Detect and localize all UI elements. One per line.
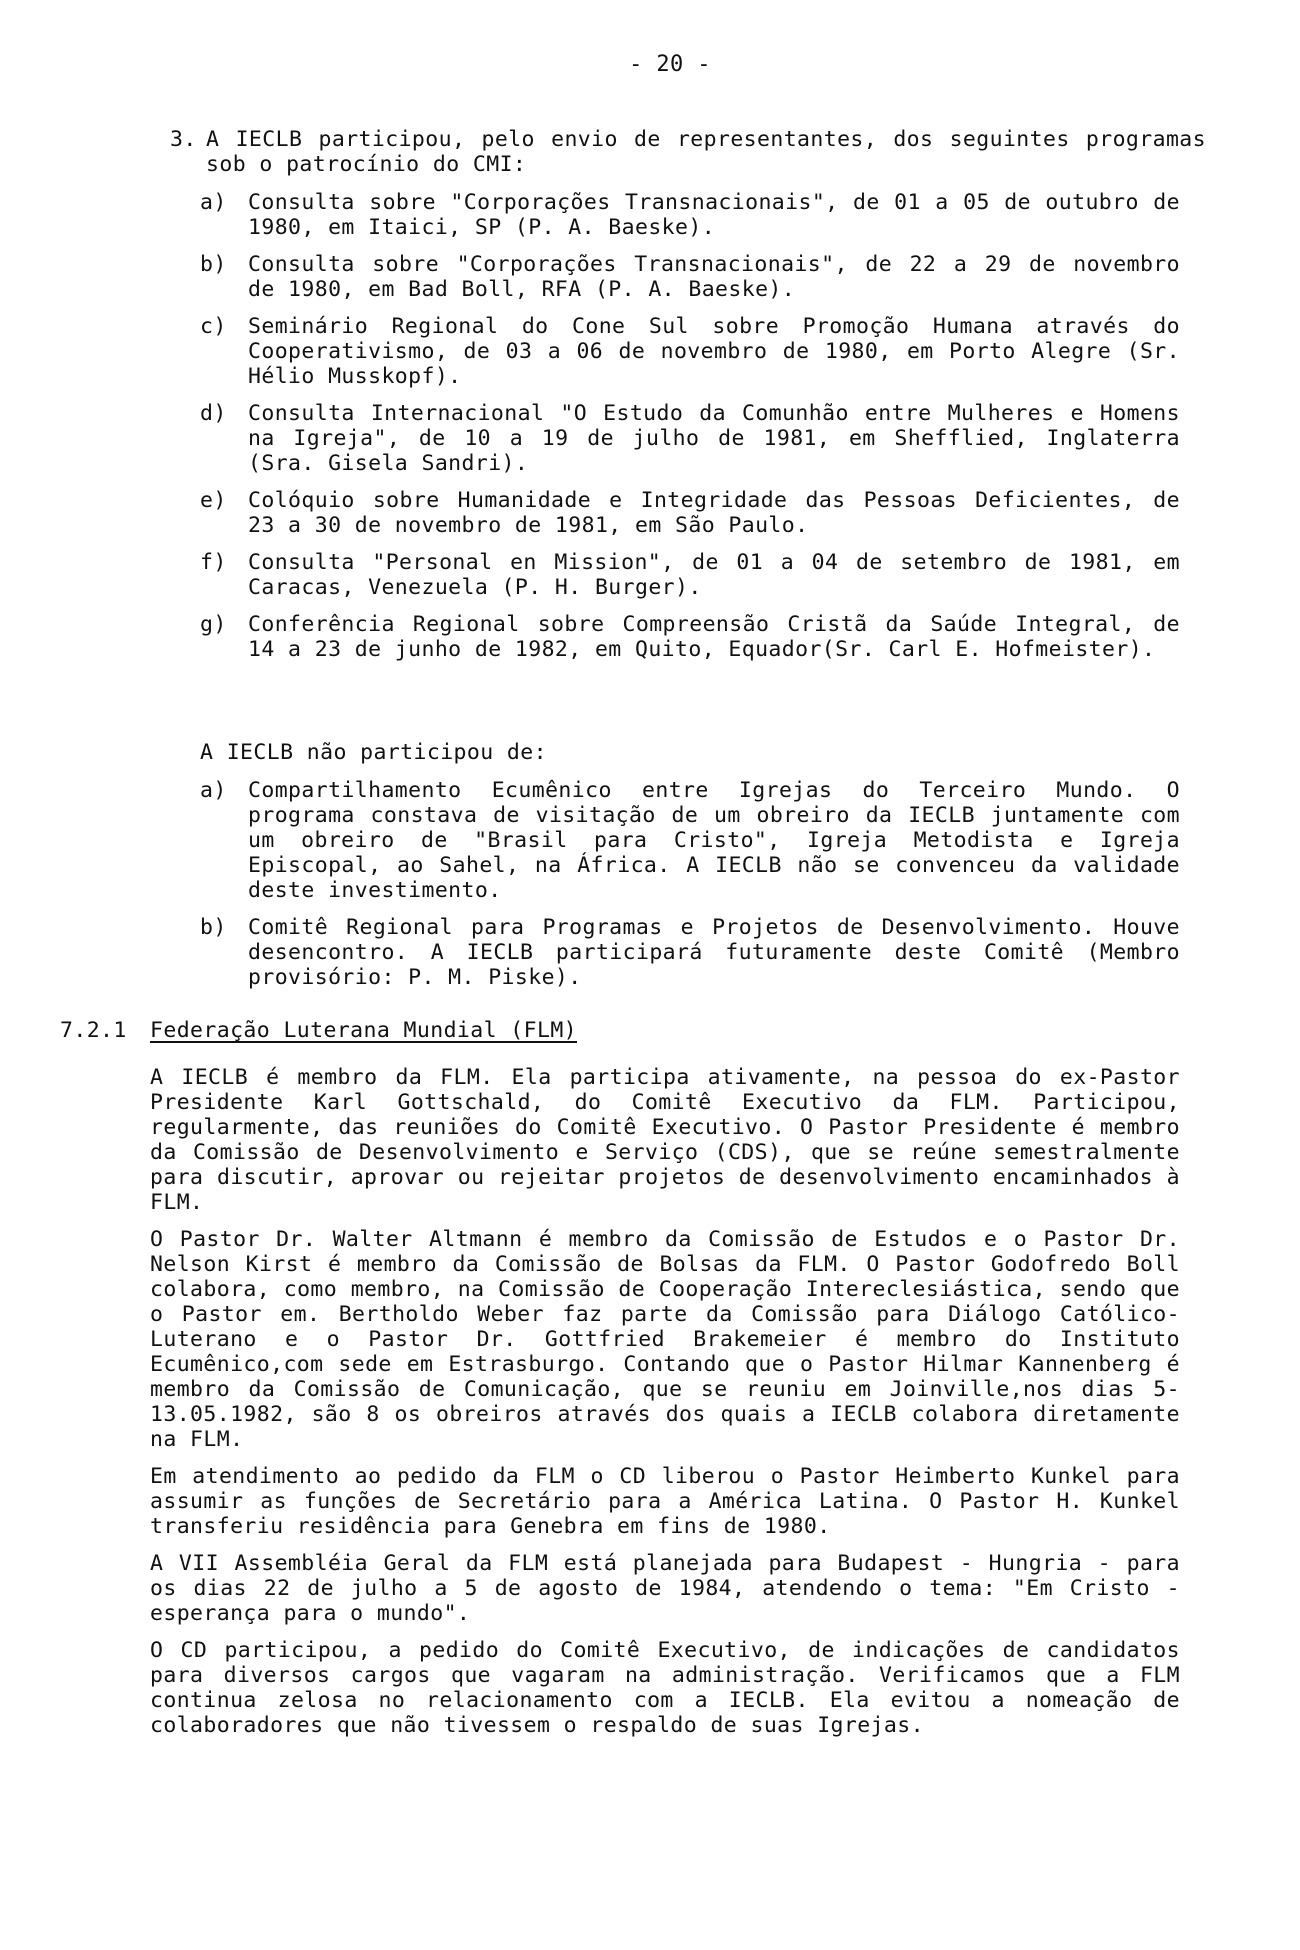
list-item-label: g)	[200, 612, 227, 637]
paragraph: A IECLB é membro da FLM. Ela participa ativamente, na pessoa do ex-Pastor Presidente Karl Gottschald, do Comitê Executivo da FLM. Participou, regularmente, das reuniões do Comitê Executivo. O Pastor Presidente é membro da Comissão de Desenvolvimento e Serviço (CDS), que se reúne semestralmente para discutir, aprovar ou rejeitar projetos de desenvolvimento encaminhados à FLM.	[150, 1065, 1180, 1215]
paragraph: A VII Assembléia Geral da FLM está planejada para Budapest - Hungria - para os dias 22 de julho a 5 de agosto de 1984, atendendo o tema: "Em Cristo - esperança para o mundo".	[150, 1551, 1180, 1626]
list-item-label: a)	[200, 778, 227, 803]
item-intro-text: A IECLB participou, pelo envio de representantes, dos seguintes programas sob o patrocínio do CMI:	[206, 127, 1206, 177]
list-item-label: d)	[200, 401, 227, 426]
list-item-label: a)	[200, 190, 227, 215]
list-item	[200, 915, 1180, 990]
list-item-label: e)	[200, 488, 227, 513]
section-body	[150, 1065, 1180, 1750]
list-item-text: Compartilhamento Ecumênico entre Igrejas do Terceiro Mundo. O programa constava de visitação de um obreiro da IECLB juntamente com um obreiro de "Brasil para Cristo", Igreja Metodista e Igreja Episcopal, ao Sahel, na África. A IECLB não se convenceu da validade deste investimento.	[248, 778, 1180, 903]
list-item-text: Seminário Regional do Cone Sul sobre Promoção Humana através do Cooperativismo, de 03 a 06 de novembro de 1980, em Porto Alegre (Sr. Hélio Musskopf).	[248, 314, 1180, 389]
list-item-label: c)	[200, 314, 227, 339]
item-number: 3.	[170, 127, 197, 152]
participated-list	[200, 190, 1180, 674]
paragraph: O CD participou, a pedido do Comitê Executivo, de indicações de candidatos para diversos cargos que vagaram na administração. Verificamos que a FLM continua zelosa no relacionamento com a IECLB. Ela evitou a nomeação de colaboradores que não tivessem o respaldo de suas Igrejas.	[150, 1638, 1180, 1738]
section-number: 7.2.1	[60, 1018, 127, 1043]
paragraph: O Pastor Dr. Walter Altmann é membro da Comissão de Estudos e o Pastor Dr. Nelson Kirst é membro da Comissão de Bolsas da FLM. O Pastor Godofredo Boll colabora, como membro, na Comissão de Cooperação Intereclesiástica, sendo que o Pastor em. Bertholdo Weber faz parte da Comissão para Diálogo Católico-Luterano e o Pastor Dr. Gottfried Brakemeier é membro do Instituto Ecumênico,com sede em Estrasburgo. Contando que o Pastor Hilmar Kannenberg é membro da Comissão de Comunicação, que se reuniu em Joinville,nos dias 5-13.05.1982, são 8 os obreiros através dos quais a IECLB colabora diretamente na FLM.	[150, 1227, 1180, 1452]
list-item-text: Consulta "Personal en Mission", de 01 a 04 de setembro de 1981, em Caracas, Venezuela (P. H. Burger).	[248, 550, 1180, 600]
list-item-text: Conferência Regional sobre Compreensão Cristã da Saúde Integral, de 14 a 23 de junho de 1982, em Quito, Equador(Sr. Carl E. Hofmeister).	[248, 612, 1180, 662]
list-item	[200, 612, 1180, 662]
list-item	[200, 401, 1180, 476]
list-item-text: Consulta sobre "Corporações Transnacionais", de 22 a 29 de novembro de 1980, em Bad Boll, RFA (P. A. Baeske).	[248, 252, 1180, 302]
list-item-label: b)	[200, 252, 227, 277]
list-item	[200, 190, 1180, 240]
list-item-text: Consulta Internacional "O Estudo da Comunhão entre Mulheres e Homens na Igreja", de 10 a 19 de julho de 1981, em Shefflied, Inglaterra (Sra. Gisela Sandri).	[248, 401, 1180, 476]
list-item-text: Comitê Regional para Programas e Projetos de Desenvolvimento. Houve desencontro. A IECLB participará futuramente deste Comitê (Membro provisório: P. M. Piske).	[248, 915, 1180, 990]
list-item	[200, 252, 1180, 302]
not-participated-heading: A IECLB não participou de:	[200, 740, 547, 765]
page-number: - 20 -	[629, 52, 711, 77]
paragraph: Em atendimento ao pedido da FLM o CD liberou o Pastor Heimberto Kunkel para assumir as funções de Secretário para a América Latina. O Pastor H. Kunkel transferiu residência para Genebra em fins de 1980.	[150, 1464, 1180, 1539]
list-item	[200, 550, 1180, 600]
list-item	[200, 314, 1180, 389]
list-item	[200, 778, 1180, 903]
list-item-text: Consulta sobre "Corporações Transnacionais", de 01 a 05 de outubro de 1980, em Itaici, SP (P. A. Baeske).	[248, 190, 1180, 240]
not-participated-list	[200, 778, 1180, 1002]
list-item	[200, 488, 1180, 538]
list-item-label: f)	[200, 550, 227, 575]
section-title: Federação Luterana Mundial (FLM)	[150, 1018, 578, 1043]
list-item-text: Colóquio sobre Humanidade e Integridade das Pessoas Deficientes, de 23 a 30 de novembro de 1981, em São Paulo.	[248, 488, 1180, 538]
list-item-label: b)	[200, 915, 227, 940]
